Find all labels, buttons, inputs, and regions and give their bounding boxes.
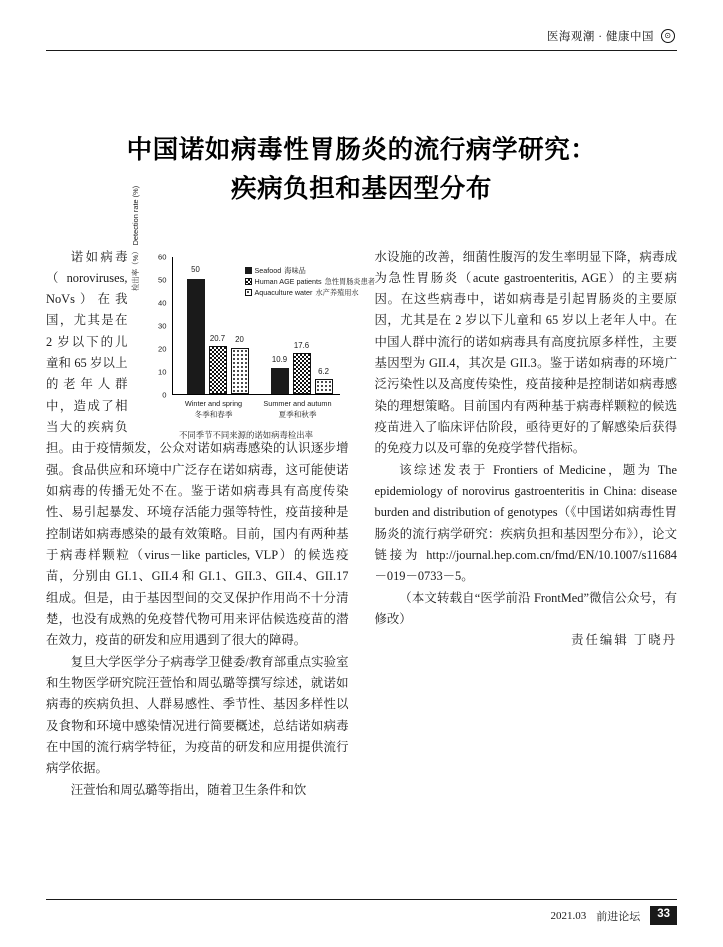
bar-winter-age-patients xyxy=(209,333,227,394)
x-label-winter-cn: 冬季和春季 xyxy=(194,410,233,420)
x-label-winter-en: Winter and spring xyxy=(184,398,243,408)
footer-journal-name: 前进论坛 xyxy=(596,910,641,923)
paragraph-left-2: 复旦大学医学分子病毒学卫健委/教育部重点实验室和生物医学研究院汪萱怡和周弘璐等撰写综述，就诺如病毒的疾病负担、人群易感性、季节性、基因多样性以及食物和环境中感染情况进行简要概述，总结诺如病毒在中国的流行病学特征，为疫苗的研发和应用提供流行病学依据。 xyxy=(46,654,349,776)
page-number-badge: 33 xyxy=(650,906,677,925)
page-footer xyxy=(46,899,677,925)
paragraph-left-1: 诺如病毒（noroviruses, NoVs）在我国，尤其是在 2 岁以下的儿童和 65 岁以上的老年人群中，造成了相当大的疾病负担。由于疫情频发，公众对诺如病毒感染的认识逐步增强。食品供应和环境中广泛存在诺如病毒，这可能使诺如病毒的传播无处不在。鉴于诺如病毒具有高度传染性、易引起暴发、环境存活能力强等特性，疫苗接种是控制诺如病毒感染的最有效策略。目前，国内有两种基于病毒样颗粒（virus－like particles, VLP）的候选疫苗，分别由 GI.1、GII.4 和 GI.1、GII.3、GII.4、GII.17 组成。但是，由于基因型间的交叉保护作用尚不十分清楚，也没有成熟的免疫替代物可用来评估候选疫苗的潜在效力，疫苗的研发和应用遇到了很大的障碍。 xyxy=(46,249,349,648)
footer-divider xyxy=(46,899,677,900)
right-column xyxy=(375,247,678,802)
y-tick-10: 10 xyxy=(158,366,167,376)
legend-label-seafood-en: Seafood xyxy=(254,265,282,275)
editor-signature: 责任编辑 丁晓丹 xyxy=(571,633,677,648)
y-tick-60: 60 xyxy=(158,251,167,261)
y-tick-50: 50 xyxy=(158,274,167,284)
x-label-summer-en: Summer and autumn xyxy=(263,398,332,408)
figure-caption: 不同季节不同来源的诺如病毒检出率 xyxy=(179,430,313,440)
y-axis-label xyxy=(130,185,140,291)
paragraph-right-3: （本文转载自“医学前沿 FrontMed”微信公众号，有修改） xyxy=(374,590,677,627)
bar-chart xyxy=(130,185,375,440)
legend-label-seafood-cn: 海味品 xyxy=(284,265,306,275)
legend-label-age-patients-en: Human AGE patients xyxy=(254,276,322,286)
left-column xyxy=(46,185,375,802)
y-tick-40: 40 xyxy=(158,297,167,307)
y-tick-0: 0 xyxy=(162,389,167,399)
bar-value-summer-aquaculture-water: 6.2 xyxy=(318,366,329,376)
bar-summer-seafood xyxy=(271,355,289,393)
paragraph-left-3: 汪萱怡和周弘璐等指出，随着卫生条件和饮 xyxy=(70,782,307,797)
x-label-summer-and-autumn xyxy=(256,399,340,421)
header-divider xyxy=(46,50,677,51)
publisher-logo-glyph: ⊙ xyxy=(664,31,672,40)
footer-issue: 2021.03 xyxy=(550,909,587,922)
publisher-logo-icon xyxy=(661,29,675,43)
bar-value-winter-seafood: 50 xyxy=(191,265,200,275)
y-axis-label-cn: 检出率（%） xyxy=(130,246,140,291)
y-tick-30: 30 xyxy=(158,320,167,330)
article-body xyxy=(46,185,677,802)
x-axis-labels xyxy=(172,399,340,421)
bar-summer-aquaculture-water xyxy=(315,366,333,393)
figure-norovirus-detection-rate xyxy=(130,185,375,440)
bar-value-summer-age-patients: 17.6 xyxy=(293,340,310,350)
x-label-winter-and-spring xyxy=(172,399,256,421)
bar-group-container xyxy=(173,257,340,394)
plot-area xyxy=(172,257,375,395)
y-axis-label-en: Detection rate (%) xyxy=(130,185,140,245)
bar-value-winter-aquaculture-water: 20 xyxy=(235,335,244,345)
legend-label-aquaculture-water-en: Aquaculture water xyxy=(254,287,313,297)
bar-summer-age-patients xyxy=(293,340,311,394)
page-title xyxy=(46,131,677,209)
title-line-1: 中国诺如病毒性胃肠炎的流行病学研究： xyxy=(126,135,597,164)
y-axis-ticks xyxy=(148,251,170,399)
bar-value-summer-seafood: 10.9 xyxy=(271,355,288,364)
title-line-2: 疾病负担和基因型分布 xyxy=(230,173,492,203)
legend-label-aquaculture-water-cn: 水产养殖用水 xyxy=(315,287,359,297)
paragraph-right-2: 该综述发表于 Frontiers of Medicine，题为 The epidemiology of norovirus gastroenteritis in China: disease burden and distribution of genotypes（《中国诺如病毒性胃肠炎的流行病学研究：疾病负担和基因型分布》），论文链接为 http://journal.hep.com.cn/fmd/EN/10.1007/s11684－019－0733－5。 xyxy=(374,462,677,584)
running-header xyxy=(46,28,677,50)
bar-winter-seafood xyxy=(187,265,205,394)
running-head-text: 医海观潮 · 健康中国 xyxy=(546,31,654,43)
paragraph-right-1: 水设施的改善，细菌性腹泻的发生率明显下降，病毒成为急性胃肠炎（acute gastroenteritis, AGE）的主要病因。在这些病毒中，诺如病毒是引起胃肠炎的主要原因，尤其是在 2 岁以下儿童和 65 岁以上老年人中。在中国人群中流行的诺如病毒具有高度抗原多样性，主要基因型为 GII.4，其次是 GII.3。鉴于诺如病毒的环境广泛污染性以及高度传染性，疫苗接种是控制诺如病毒感染的理想策略。目前国内有两种基于病毒样颗粒的候选疫苗进入了临床评估阶段，亟待更好的了解感染后获得的免疫力以及可靠的免疫学替代指标。 xyxy=(374,249,677,456)
bar-value-winter-age-patients: 20.7 xyxy=(209,333,226,343)
y-tick-20: 20 xyxy=(158,343,167,353)
legend-label-age-patients-cn: 急性胃肠炎患者 xyxy=(324,276,375,286)
x-label-summer-cn: 夏季和秋季 xyxy=(278,410,317,420)
bar-winter-aquaculture-water xyxy=(231,335,249,394)
